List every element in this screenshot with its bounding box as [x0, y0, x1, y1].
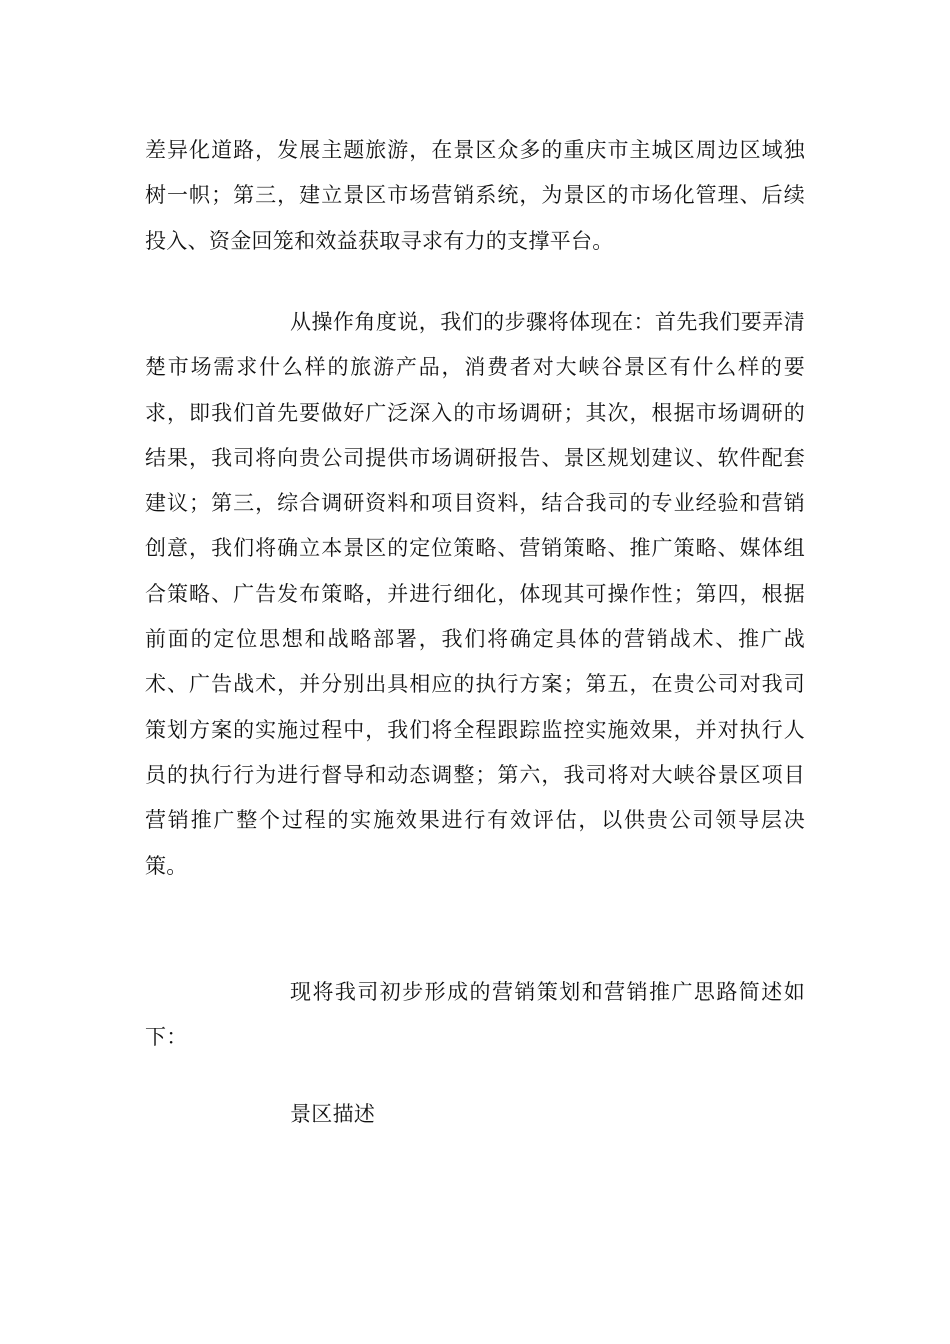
paragraph-outline-intro: 现将我司初步形成的营销策划和营销推广思路简述如下： [145, 980, 805, 1050]
paragraph-operation-steps: 从操作角度说，我们的步骤将体现在：首先我们要弄清楚市场需求什么样的旅游产品，消费者对大峡谷景区有什么样的要求，即我们首先要做好广泛深入的市场调研；其次，根据市场调研的结果，我司将向贵公司提供市场调研报告、景区规划建议、软件配套建议；第三，综合调研资料和项目资料，结合我司的专业经验和营销创意，我们将确立本景区的定位策略、营销策略、推广策略、媒体组合策略、广告发布策略，并进行细化，体现其可操作性；第四，根据前面的定位思想和战略部署，我们将确定具体的营销战术、推广战术、广告战术，并分别出具相应的执行方案；第五，在贵公司对我司策划方案的实施过程中，我们将全程跟踪监控实施效果，并对执行人员的执行行为进行督导和动态调整；第六，我司将对大峡谷景区项目营销推广整个过程的实施效果进行有效评估，以供贵公司领导层决策。 [145, 310, 805, 878]
paragraph-continuation: 差异化道路，发展主题旅游，在景区众多的重庆市主城区周边区域独树一帜；第三，建立景区市场营销系统，为景区的市场化管理、后续投入、资金回笼和效益获取寻求有力的支撑平台。 [145, 138, 805, 253]
section-heading-scenic-description: 景区描述 [290, 1102, 376, 1126]
